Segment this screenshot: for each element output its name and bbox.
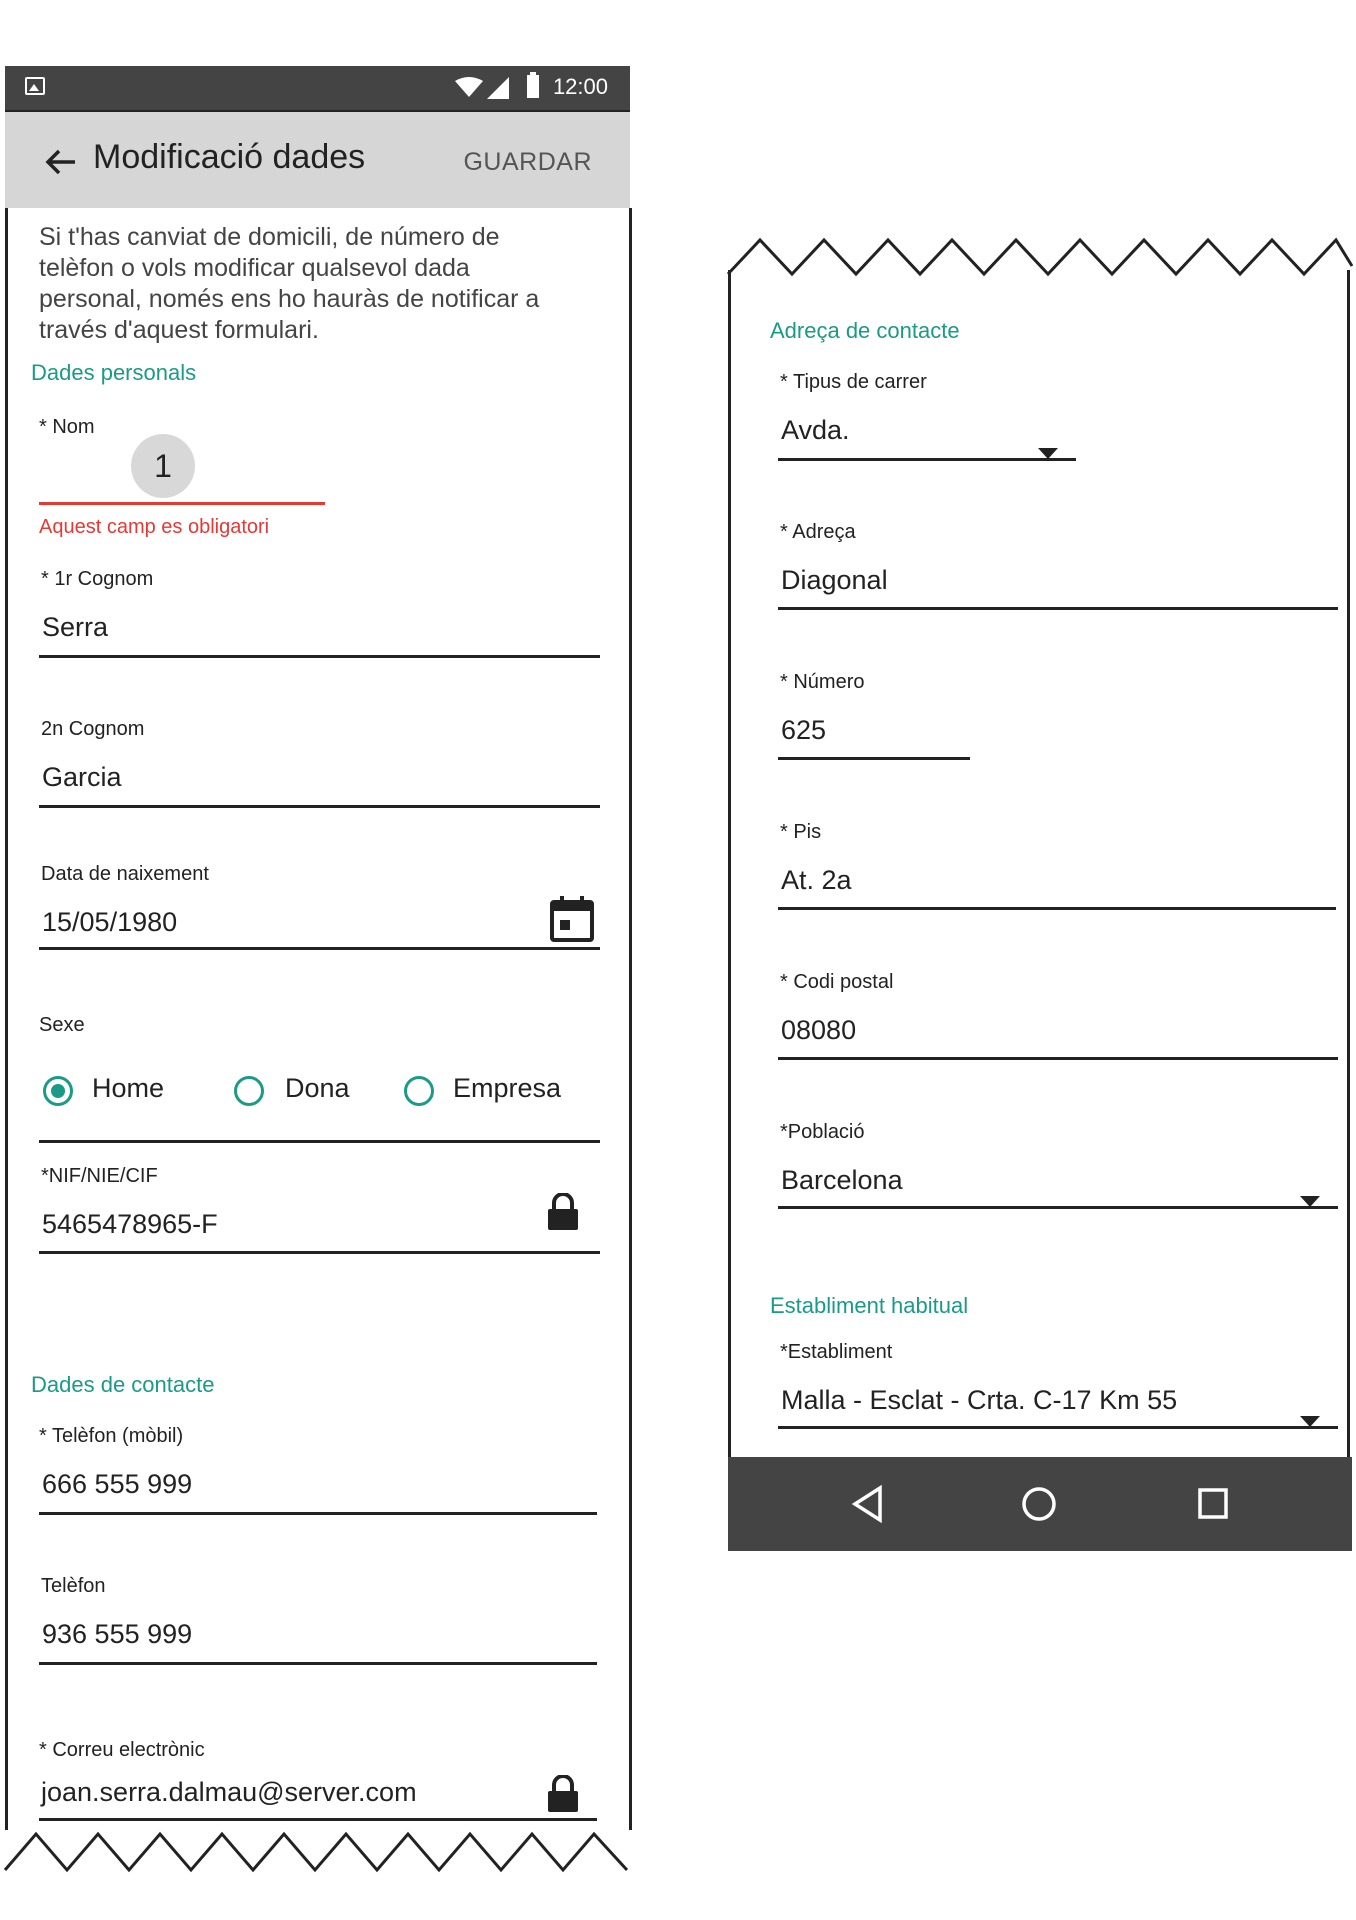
numero-underline	[778, 757, 970, 760]
nav-recents-icon[interactable]	[1197, 1487, 1229, 1521]
mobil-label: * Telèfon (mòbil)	[39, 1425, 184, 1447]
nif-label: *NIF/NIE/CIF	[41, 1165, 158, 1187]
cp-input[interactable]: 08080	[781, 1015, 857, 1045]
radio-dona-label: Dona	[285, 1073, 350, 1103]
radio-empresa-label: Empresa	[453, 1073, 562, 1103]
pis-input[interactable]: At. 2a	[781, 865, 852, 895]
pis-label: * Pis	[780, 821, 822, 843]
telefon-label: Telèfon	[41, 1575, 106, 1597]
poblacio-label: *Població	[780, 1121, 865, 1143]
email-input: joan.serra.dalmau@server.com	[41, 1777, 417, 1807]
poblacio-underline	[778, 1206, 1338, 1209]
tipus-underline	[778, 458, 1076, 461]
section-store-title: Establiment habitual	[770, 1293, 969, 1318]
adreca-input[interactable]: Diagonal	[781, 565, 888, 595]
mobil-underline	[39, 1512, 597, 1515]
mobil-input[interactable]: 666 555 999	[42, 1469, 193, 1499]
lock-icon	[546, 1193, 580, 1231]
signal-icon	[485, 75, 513, 101]
section-contact-title: Dades de contacte	[31, 1372, 215, 1397]
sexe-divider	[39, 1140, 600, 1143]
save-button[interactable]: GUARDAR	[463, 148, 592, 176]
cp-underline	[778, 1057, 1338, 1060]
telefon-input[interactable]: 936 555 999	[42, 1619, 193, 1649]
annotation-badge: 1	[131, 434, 195, 498]
naixement-underline	[39, 947, 600, 950]
page-title: Modificació dades	[93, 138, 366, 176]
email-underline	[39, 1818, 597, 1821]
cognom1-label: * 1r Cognom	[41, 568, 154, 590]
calendar-icon[interactable]	[549, 895, 595, 943]
nom-label: * Nom	[39, 416, 95, 438]
adreca-label: * Adreça	[780, 521, 856, 543]
establiment-label: *Establiment	[780, 1341, 893, 1363]
battery-icon	[525, 72, 541, 100]
adreca-underline	[778, 607, 1338, 610]
app-bar	[5, 112, 630, 208]
pis-underline	[778, 907, 1336, 910]
radio-dona[interactable]	[234, 1076, 264, 1106]
status-time: 12:00	[552, 74, 608, 99]
tipus-select[interactable]: Avda.	[781, 415, 850, 445]
poblacio-select[interactable]: Barcelona	[781, 1165, 903, 1195]
section-personal-title: Dades personals	[31, 360, 197, 385]
nif-underline	[39, 1251, 600, 1254]
nom-error-text: Aquest camp es obligatori	[39, 516, 270, 538]
email-label: * Correu electrònic	[39, 1739, 205, 1761]
tipus-label: * Tipus de carrer	[780, 371, 927, 393]
telefon-underline	[39, 1662, 597, 1665]
radio-home-label: Home	[92, 1073, 165, 1103]
numero-label: * Número	[780, 671, 865, 693]
torn-edge-bottom	[5, 1830, 630, 1874]
cognom2-label: 2n Cognom	[41, 718, 145, 740]
image-icon	[25, 77, 45, 95]
cp-label: * Codi postal	[780, 971, 894, 993]
radio-empresa[interactable]	[404, 1076, 434, 1106]
nom-error-underline	[39, 502, 325, 505]
lock-icon	[546, 1775, 580, 1813]
radio-home[interactable]	[43, 1076, 73, 1106]
nav-back-icon[interactable]	[850, 1485, 884, 1523]
sexe-label: Sexe	[39, 1014, 85, 1036]
intro-text: Si t'has canviat de domicili, de número de telèfon o vols modificar qualsevol dada personal, només ens ho hauràs de notificar a través d'aquest formulari.	[39, 223, 540, 344]
naixement-input[interactable]: 15/05/1980	[42, 907, 178, 937]
nav-home-icon[interactable]	[1020, 1485, 1058, 1523]
cognom2-underline	[39, 805, 600, 808]
numero-input[interactable]: 625	[781, 715, 827, 745]
establiment-select[interactable]: Malla - Esclat - Crta. C-17 Km 55	[781, 1385, 1178, 1415]
cognom2-input[interactable]: Garcia	[42, 762, 122, 792]
navigation-bar	[728, 1457, 1352, 1551]
cognom1-underline	[39, 655, 600, 658]
back-arrow-icon[interactable]	[41, 142, 81, 182]
section-address-title: Adreça de contacte	[770, 318, 960, 343]
cognom1-input[interactable]: Serra	[42, 612, 109, 642]
naixement-label: Data de naixement	[41, 863, 209, 885]
status-bar	[5, 66, 630, 112]
establiment-underline	[778, 1426, 1338, 1429]
nif-input: 5465478965-F	[42, 1209, 218, 1239]
